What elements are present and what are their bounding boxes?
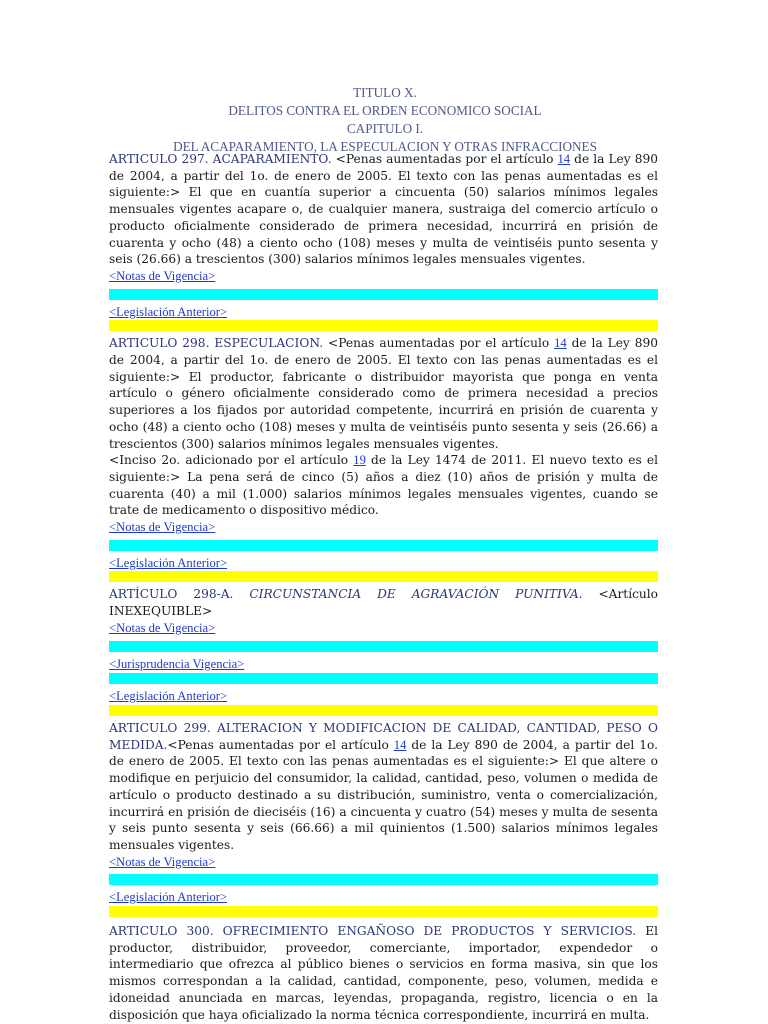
articles-content (109, 151, 658, 1023)
title-header (105, 84, 665, 156)
article-298-ref-link[interactable]: 14 (554, 336, 567, 351)
article-298a (109, 586, 658, 619)
article-300-title: ARTICULO 300. OFRECIMIENTO ENGAÑOSO DE PRODUCTOS Y SERVICIOS. (109, 924, 637, 939)
yellow-divider (109, 320, 658, 331)
article-299-text-a: <Penas aumentadas por el artículo (167, 737, 394, 752)
titulo-name: DELITOS CONTRA EL ORDEN ECONOMICO SOCIAL (228, 103, 542, 118)
legislacion-anterior-link[interactable]: <Legislación Anterior> (109, 689, 228, 704)
legislacion-anterior-link[interactable]: <Legislación Anterior> (109, 304, 228, 319)
cyan-divider (109, 540, 658, 551)
article-298-text-b: de la Ley 890 de 2004, a partir del 1o. de enero de 2005. El texto con las penas aumentadas es el siguiente:> El productor, fabricante o distribuidor mayorista que ponga en venta artículo o género oficialmente considerado como de primera necesidad a precios superiores a los fijados por autoridad competente, incurrirá en prisión de cuarenta y ocho (48) a ciento ocho (108) meses y multa de veintiséis punto sesenta y seis (26.66) a trescientos (300) salarios mínimos legales mensuales vigentes. (109, 336, 658, 451)
article-299-title: ARTICULO 299. ALTERACION Y MODIFICACION DE CALIDAD, CANTIDAD, PESO O MEDIDA. (109, 720, 658, 752)
article-298a-title: ARTÍCULO 298-A. (109, 587, 234, 602)
legislacion-anterior-link[interactable]: <Legislación Anterior> (109, 890, 228, 905)
article-298-title: ARTICULO 298. ESPECULACION. (109, 336, 324, 351)
cyan-divider (109, 641, 658, 652)
cyan-divider (109, 673, 658, 684)
inciso-text-b: de la Ley 1474 de 2011. El nuevo texto es el siguiente:> La pena será de cinco (5) años a diez (10) años de prisión y multa de cuarenta (40) a mil (1.000) salarios mínimos legales mensuales vigentes, cuando se trate de medicamento o dispositivo médico. (109, 453, 658, 518)
notas-vigencia-link[interactable]: <Notas de Vigencia> (109, 620, 216, 635)
cyan-divider (109, 289, 658, 300)
capitulo-heading: CAPITULO I. (346, 121, 424, 136)
article-298-inciso (109, 452, 658, 519)
jurisprudencia-vigencia-link[interactable]: <Jurisprudencia Vigencia> (109, 656, 245, 671)
titulo-heading: TITULO X. (353, 85, 417, 100)
cyan-divider (109, 874, 658, 885)
inciso-ref-link[interactable]: 19 (353, 453, 366, 468)
article-297-text-b: de la Ley 890 de 2004, a partir del 1o. de enero de 2005. El texto con las penas aumentadas es el siguiente:> El que en cuantía superior a cincuenta (50) salarios mínimos legales mensuales vigentes acapare o, de cualquier manera, sustraiga del comercio artículo o producto oficialmente considerado de primera necesidad, incurrirá en prisión de cuarenta y ocho (48) a ciento ocho (108) meses y multa de veintiséis punto sesenta y seis (26.66) a trescientos (300) salarios mínimos legales mensuales vigentes. (109, 152, 658, 267)
article-297-ref-link[interactable]: 14 (557, 152, 571, 166)
article-300-text: El productor, distribuidor, proveedor, comerciante, importador, expendedor o intermediario que ofrezca al público bienes o servicios en forma masiva, sin que los mismos correspondan a la calidad, cantidad, componente, peso, volumen, medida e idoneidad anunciada en marcas, leyendas, propaganda, registro, licencia o en la disposición que haya oficializado la norma técnica correspondiente, incurrirá en multa. (109, 924, 658, 1022)
inciso-text-a: <Inciso 2o. adicionado por el artículo (109, 453, 354, 468)
article-298-text-a: <Penas aumentadas por el artículo (323, 336, 555, 351)
capitulo-name: DEL ACAPARAMIENTO, LA ESPECULACION Y OTRAS INFRACCIONES (173, 139, 597, 154)
yellow-divider (109, 705, 658, 716)
notas-vigencia-link[interactable]: <Notas de Vigencia> (109, 854, 216, 869)
article-299 (109, 720, 658, 854)
article-299-text-b: de la Ley 890 de 2004, a partir del 1o. de enero de 2005. El texto con las penas aumentadas es el siguiente:> El que altere o modifique en perjuicio del consumidor, la calidad, cantidad, peso, volumen o medida de artículo o producto destinado a su distribución, suministro, venta o comercialización, incurrirá en prisión de dieciséis (16) a cincuenta y cuatro (54) meses y multa de sesenta y seis punto sesenta y seis (66.66) a mil quinientos (1.500) salarios mínimos legales mensuales vigentes. (109, 737, 658, 852)
article-298a-subtitle: CIRCUNSTANCIA DE AGRAVACIÓN PUNITIVA. (233, 587, 583, 602)
article-297-text-a: <Penas aumentadas por el artículo (331, 152, 558, 166)
article-297-title: ARTICULO 297. ACAPARAMIENTO. (109, 152, 332, 166)
article-300 (109, 923, 658, 1023)
article-298 (109, 335, 658, 452)
article-298a-text: <Artículo INEXEQUIBLE> (109, 587, 658, 619)
yellow-divider (109, 571, 658, 582)
article-299-ref-link[interactable]: 14 (393, 737, 407, 752)
legislacion-anterior-link[interactable]: <Legislación Anterior> (109, 555, 228, 570)
notas-vigencia-link[interactable]: <Notas de Vigencia> (109, 520, 216, 535)
notas-vigencia-link[interactable]: <Notas de Vigencia> (109, 268, 216, 283)
yellow-divider (109, 906, 658, 917)
article-297 (109, 151, 658, 268)
